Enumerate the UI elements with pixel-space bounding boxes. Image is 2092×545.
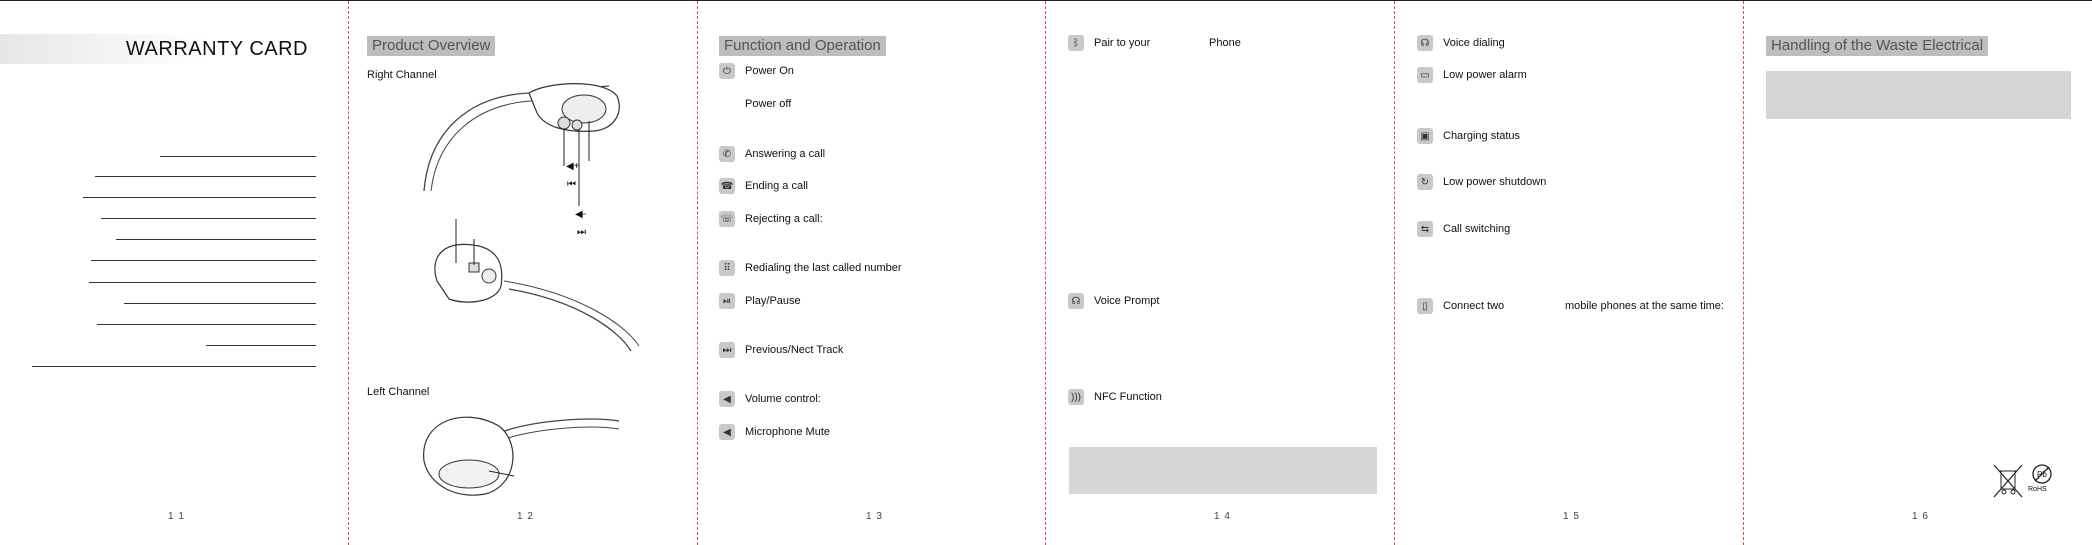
pair-row: ᛒ Pair to your — [1068, 35, 1150, 51]
page-number: 1 1 — [168, 511, 185, 522]
track-skip-icon: ⏭ — [719, 342, 735, 358]
page-number: 1 4 — [1214, 511, 1231, 522]
status-item: ⇆ Call switching — [1417, 221, 1510, 237]
warranty-header — [0, 34, 348, 64]
ear-hook-outline — [499, 427, 619, 441]
volume-icon: ◀ — [719, 391, 735, 407]
shutdown-icon: ↻ — [1417, 174, 1433, 190]
warranty-field-line[interactable] — [160, 156, 316, 157]
keypad-icon: ⠿ — [719, 260, 735, 276]
warranty-field-line[interactable] — [95, 176, 316, 177]
next-track-icon: ⏭ — [577, 227, 586, 238]
ear-hook-outline — [499, 419, 619, 433]
mic-mute-icon: ◀ — [719, 424, 735, 440]
warranty-field-line[interactable] — [116, 239, 316, 240]
warranty-field-line[interactable] — [83, 197, 316, 198]
section-title: Product Overview — [367, 36, 495, 56]
function-item: ⠿ Redialing the last called number — [719, 260, 902, 276]
voice-dial-icon: ☊ — [1417, 35, 1433, 51]
function-item: Power off — [719, 96, 791, 112]
pair-phone-label: Phone — [1209, 37, 1241, 49]
warranty-field-line[interactable] — [97, 324, 316, 325]
voice-prompt-row: ☊ Voice Prompt — [1068, 293, 1159, 309]
nfc-row: ))) NFC Function — [1068, 389, 1162, 405]
nfc-icon: ))) — [1068, 389, 1084, 405]
power-icon: ⏻ — [719, 63, 735, 79]
blank-icon — [719, 96, 735, 112]
voice-prompt-icon: ☊ — [1068, 293, 1084, 309]
phone-answer-icon: ✆ — [719, 146, 735, 162]
play-pause-icon: ⏯ — [719, 293, 735, 309]
waste-panel — [1744, 1, 2092, 545]
warranty-field-line[interactable] — [91, 260, 316, 261]
status-panel — [1395, 1, 1743, 545]
warranty-field-line[interactable] — [89, 282, 316, 283]
connect-two-suffix: mobile phones at the same time: — [1565, 300, 1724, 312]
svg-text:Pb: Pb — [2037, 470, 2047, 479]
function-item: ◀ Volume control: — [719, 391, 821, 407]
pairing-panel — [1046, 1, 1394, 545]
phone-reject-icon: ☏ — [719, 211, 735, 227]
page-number: 1 2 — [517, 511, 534, 522]
warranty-title: WARRANTY CARD — [125, 38, 308, 60]
status-item: ▣ Charging status — [1417, 128, 1520, 144]
status-item: ☊ Voice dialing — [1417, 35, 1505, 51]
charging-icon: ▣ — [1417, 128, 1433, 144]
disposal-note-box — [1766, 71, 2071, 119]
previous-track-icon: ⏮ — [567, 179, 576, 190]
overview-panel — [349, 1, 697, 545]
page-number: 1 3 — [866, 511, 883, 522]
phone-end-icon: ☎ — [719, 178, 735, 194]
section-title: Function and Operation — [719, 36, 886, 56]
status-item: ▭ Low power alarm — [1417, 67, 1527, 83]
right-channel-label: Right Channel — [367, 69, 437, 81]
note-box — [1069, 447, 1377, 494]
volume-down-button — [572, 120, 582, 130]
warranty-panel — [0, 1, 348, 545]
page-number: 1 5 — [1563, 511, 1580, 522]
status-item: ▯ Connect two — [1417, 298, 1504, 314]
rohs-label: RoHS — [2028, 486, 2047, 493]
function-item: ⏭ Previous/Nect Track — [719, 342, 843, 358]
function-item: ☏ Rejecting a call: — [720, 213, 823, 225]
warranty-field-line[interactable] — [206, 345, 316, 346]
page-number: 1 6 — [1912, 511, 1929, 522]
function-item: ✆ Answering a call — [719, 146, 825, 162]
headset-diagram — [349, 1, 697, 545]
call-switch-icon: ⇆ — [1417, 221, 1433, 237]
function-item: ☎ Ending a call — [720, 180, 808, 192]
status-item: ↻ Low power shutdown — [1417, 174, 1546, 190]
function-item: ◀ Microphone Mute — [719, 424, 830, 440]
left-channel-label: Left Channel — [367, 386, 430, 398]
function-item: ⏯ Play/Pause — [719, 293, 801, 309]
volume-down-icon: ◀- — [575, 209, 587, 220]
volume-up-button — [558, 117, 570, 129]
warranty-field-line[interactable] — [32, 366, 316, 367]
two-phones-icon: ▯ — [1417, 298, 1433, 314]
pb-free-icon — [2031, 463, 2061, 485]
function-panel — [698, 1, 1046, 545]
volume-up-icon: ◀+ — [566, 161, 580, 172]
low-battery-icon: ▭ — [1417, 67, 1433, 83]
section-title: Handling of the Waste Electrical — [1766, 36, 1988, 56]
function-item: ⏻ Power On — [719, 63, 794, 79]
bluetooth-icon: ᛒ — [1068, 35, 1084, 51]
warranty-field-line[interactable] — [124, 303, 316, 304]
warranty-field-line[interactable] — [101, 218, 316, 219]
